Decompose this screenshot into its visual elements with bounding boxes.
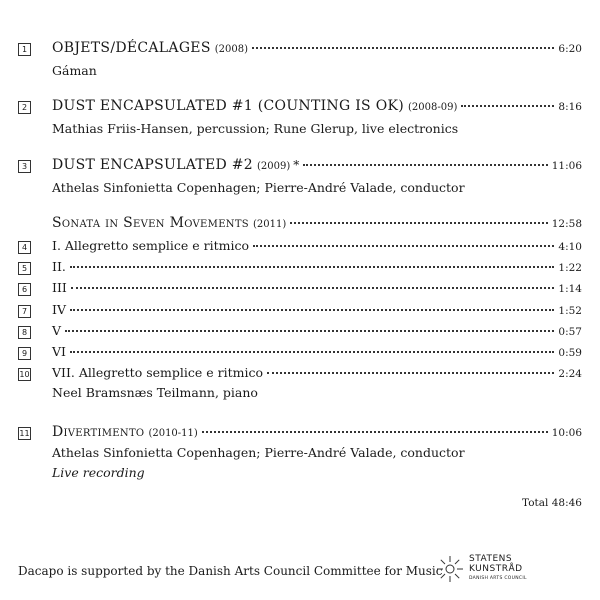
asterisk-marker: * — [293, 158, 300, 172]
track-duration: 11:06 — [551, 160, 582, 172]
leader-dots — [70, 266, 555, 268]
leader-dots — [202, 431, 548, 433]
track-number: 6 — [18, 283, 31, 296]
movement-title: VII. Allegretto semplice e ritmico — [52, 365, 263, 380]
track-number: 5 — [18, 262, 31, 275]
leader-dots — [252, 47, 554, 49]
leader-dots — [71, 287, 555, 289]
work-title: Sonata in Seven Movements — [52, 215, 249, 231]
support-statement: Dacapo is supported by the Danish Arts Council Committee for Music — [18, 564, 443, 578]
work-year: (2011) — [252, 219, 287, 230]
movement-title: IV — [52, 302, 66, 317]
movement-row — [18, 238, 582, 258]
track-year: (2009) — [257, 161, 291, 172]
movement-duration: 4:10 — [558, 241, 582, 253]
track-row — [18, 157, 582, 177]
statens-kunstrad-logo — [435, 552, 545, 586]
movement-duration: 0:59 — [558, 347, 582, 359]
leader-dots — [461, 105, 554, 107]
movement-title: VI — [52, 344, 66, 359]
movement-row — [18, 344, 582, 364]
movement-row — [18, 302, 582, 322]
work-duration: 12:58 — [551, 218, 582, 230]
track-year: (2010-11) — [148, 428, 198, 439]
movement-row — [18, 259, 582, 279]
movement-row — [18, 280, 582, 300]
track-title: Divertimento — [52, 424, 145, 440]
work-credit: Neel Bramsnæs Teilmann, piano — [52, 385, 258, 400]
recording-note: Live recording — [52, 465, 145, 480]
track-credit: Athelas Sinfonietta Copenhagen; Pierre-André Valade, conductor — [52, 180, 465, 195]
track-number: 1 — [18, 43, 31, 56]
logo-line3: DANISH ARTS COUNCIL — [469, 576, 527, 581]
leader-dots — [253, 245, 554, 247]
track-title: OBJETS/DÉCALAGES — [52, 40, 211, 56]
leader-dots — [303, 164, 547, 166]
movement-row — [18, 323, 582, 343]
total-duration: Total 48:46 — [522, 497, 582, 509]
track-row — [18, 424, 582, 444]
movement-row — [18, 365, 582, 385]
leader-dots — [290, 222, 548, 224]
track-title: DUST ENCAPSULATED #2 — [52, 157, 254, 173]
leader-dots — [70, 309, 554, 311]
track-row — [18, 40, 582, 60]
track-number: 2 — [18, 101, 31, 114]
leader-dots — [65, 330, 554, 332]
track-credit: Gáman — [52, 63, 97, 78]
movement-duration: 1:52 — [558, 305, 582, 317]
leader-dots — [267, 372, 554, 374]
track-duration: 8:16 — [558, 101, 582, 113]
track-duration: 10:06 — [551, 427, 582, 439]
track-year: (2008-09) — [408, 102, 458, 113]
movement-duration: 0:57 — [558, 326, 582, 338]
movement-duration: 1:14 — [558, 283, 582, 295]
track-number: 11 — [19, 429, 30, 438]
track-credit: Mathias Friis-Hansen, percussion; Rune Glerup, live electronics — [52, 121, 459, 136]
movement-duration: 2:24 — [558, 368, 582, 380]
movement-duration: 1:22 — [558, 262, 582, 274]
work-header-row — [18, 215, 582, 235]
track-number: 4 — [18, 241, 31, 254]
track-number: 10 — [19, 370, 30, 379]
logo-line2: KUNSTRÅD — [469, 564, 523, 574]
track-title: DUST ENCAPSULATED #1 (COUNTING IS OK) — [52, 98, 404, 114]
track-row — [18, 98, 582, 118]
track-number: 7 — [18, 305, 31, 318]
sunburst-icon — [435, 554, 465, 584]
movement-title: I. Allegretto semplice e ritmico — [52, 238, 250, 253]
movement-title: III — [52, 280, 67, 295]
track-number: 9 — [18, 347, 31, 360]
track-credit: Athelas Sinfonietta Copenhagen; Pierre-André Valade, conductor — [52, 445, 465, 460]
movement-title: II. — [52, 259, 66, 274]
track-number: 8 — [18, 326, 31, 339]
track-year: (2008) — [214, 44, 248, 55]
leader-dots — [70, 351, 554, 353]
track-number: 3 — [18, 160, 31, 173]
logo-line1: STATENS — [469, 554, 513, 564]
movement-title: V — [52, 323, 62, 338]
track-duration: 6:20 — [558, 43, 582, 55]
